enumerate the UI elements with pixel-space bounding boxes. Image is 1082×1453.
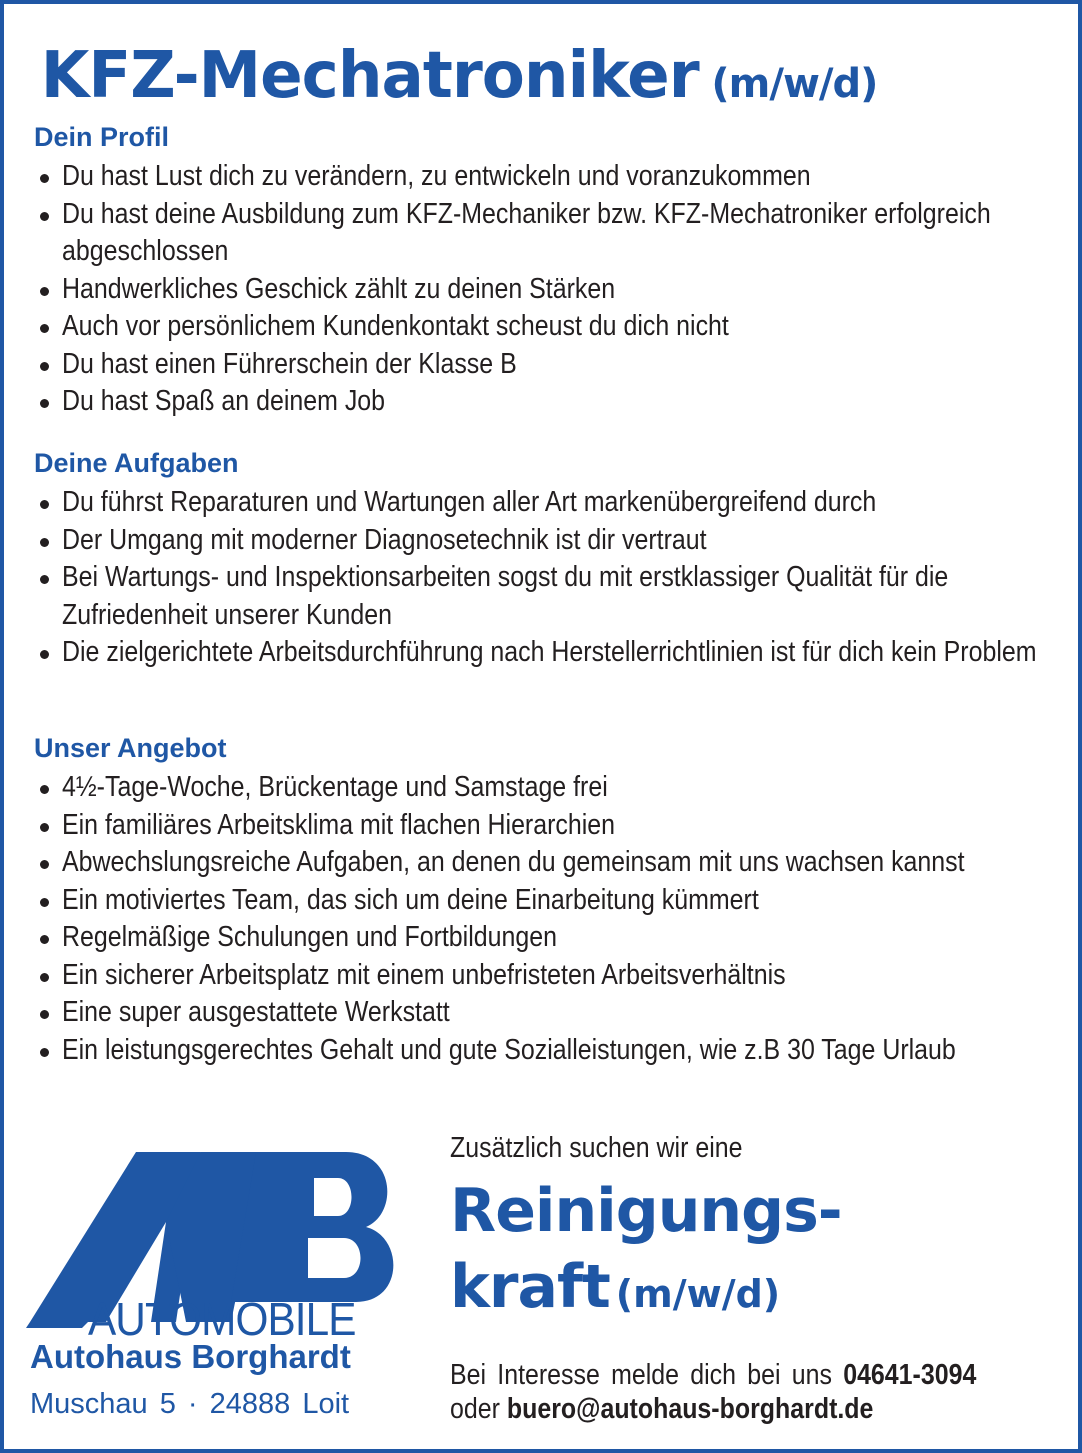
- list-item: Auch vor persönlichem Kundenkontakt scheust du dich nicht: [34, 308, 1058, 346]
- contact-prefix: Bei Interesse melde dich bei uns: [450, 1359, 832, 1391]
- list-item: Bei Wartungs- und Inspektionsarbeiten sogst du mit erstklassiger Qualität für die Zufriedenheit unserer Kunden: [34, 559, 1058, 634]
- contact-connector: oder: [450, 1393, 500, 1425]
- section-tasks: [34, 446, 1058, 672]
- contact-info: [450, 1358, 976, 1426]
- list-item: Regelmäßige Schulungen und Fortbildungen: [34, 919, 1058, 957]
- additional-job-title-line1: Reinigungs-: [450, 1176, 842, 1246]
- list-item: Du hast Spaß an deinem Job: [34, 383, 1058, 421]
- list-item: Ein sicherer Arbeitsplatz mit einem unbefristeten Arbeitsverhältnis: [34, 957, 1058, 995]
- list-item: Du hast Lust dich zu verändern, zu entwickeln und voranzukommen: [34, 158, 1058, 196]
- company-logo: [26, 1142, 426, 1442]
- list-item: Abwechslungsreiche Aufgaben, an denen du gemeinsam mit uns wachsen kannst: [34, 844, 1058, 882]
- list-item: Der Umgang mit moderner Diagnosetechnik ist dir vertraut: [34, 522, 1058, 560]
- job-title-gender-suffix: (m/w/d): [711, 61, 878, 108]
- bullet-list: [34, 484, 1058, 672]
- bullet-list: [34, 769, 1058, 1069]
- contact-phone[interactable]: 04641-3094: [843, 1359, 977, 1391]
- list-item: Ein motiviertes Team, das sich um deine Einarbeitung kümmert: [34, 882, 1058, 920]
- list-item: Du hast deine Ausbildung zum KFZ-Mechaniker bzw. KFZ-Mechatroniker erfolgreich abgeschlossen: [34, 196, 1058, 271]
- logo-automobile-text: AUTOMOBILE: [88, 1293, 356, 1345]
- list-item: Eine super ausgestattete Werkstatt: [34, 994, 1058, 1032]
- list-item: Du führst Reparaturen und Wartungen aller Art markenübergreifend durch: [34, 484, 1058, 522]
- company-address: Muschau 5 · 24888 Loit: [30, 1388, 350, 1420]
- additional-job-title-line2: kraft: [450, 1252, 610, 1322]
- section-heading: Dein Profil: [34, 122, 170, 152]
- list-item: 4½-Tage-Woche, Brückentage und Samstage frei: [34, 769, 1058, 807]
- additional-job-title: [450, 1173, 1060, 1340]
- list-item: Du hast einen Führerschein der Klasse B: [34, 346, 1058, 384]
- additional-job-block: [450, 1132, 1060, 1426]
- section-heading: Deine Aufgaben: [34, 448, 239, 478]
- contact-email[interactable]: buero@autohaus-borghardt.de: [506, 1393, 874, 1425]
- additional-job-intro: Zusätzlich suchen wir eine: [450, 1132, 743, 1164]
- section-heading: Unser Angebot: [34, 733, 227, 763]
- section-offer: [34, 731, 1058, 1069]
- bullet-list: [34, 158, 1058, 421]
- additional-job-gender-suffix: (m/w/d): [615, 1272, 781, 1316]
- company-name: Autohaus Borghardt: [30, 1338, 351, 1375]
- job-title: [34, 39, 877, 113]
- list-item: Ein familiäres Arbeitsklima mit flachen Hierarchien: [34, 807, 1058, 845]
- list-item: Handwerkliches Geschick zählt zu deinen Stärken: [34, 271, 1058, 309]
- list-item: Ein leistungsgerechtes Gehalt und gute Sozialleistungen, wie z.B 30 Tage Urlaub: [34, 1032, 1058, 1070]
- section-profile: [34, 120, 1058, 421]
- list-item: Die zielgerichtete Arbeitsdurchführung nach Herstellerrichtlinien ist für dich kein Problem: [34, 634, 1058, 672]
- job-title-main: KFZ-Mechatroniker: [40, 39, 699, 114]
